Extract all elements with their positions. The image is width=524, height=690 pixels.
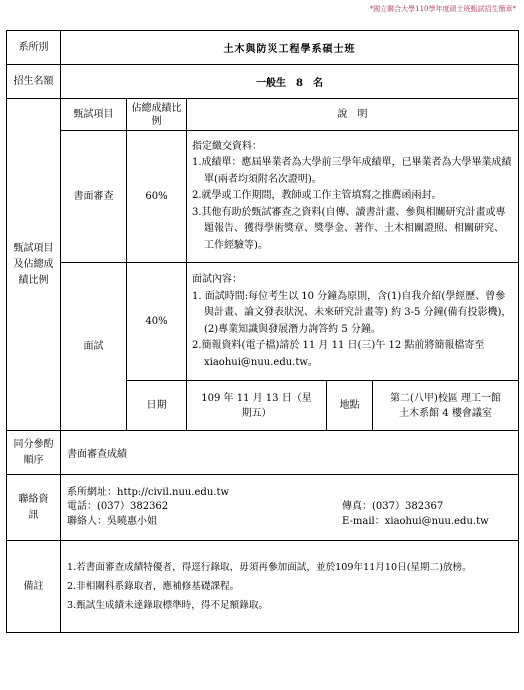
review-item: 2.就學或工作期間，教師或工作主管填寫之推薦函兩封。 — [192, 190, 442, 202]
col-item-header: 甄試項目 — [61, 99, 127, 131]
date-value: 109 年 11 月 13 日（星期五） — [187, 381, 327, 431]
review-lead: 指定繳交資料： — [192, 140, 262, 152]
dept-row — [7, 31, 519, 65]
interview-item: 2.簡報資料(電子檔)請於 11 月 11 日(三)午 12 點前將簡報檔寄至 xiaohui@nuu.edu.tw。 — [192, 340, 485, 368]
review-item: 3.其他有助於甄試審查之資料(自傳、讀書計畫、參與相關研究計畫或專題報告、獲得學術獎章、獎學金、著作、土木相關證照、相關研究、工作經驗等)。 — [192, 206, 506, 251]
interview-row — [7, 263, 519, 381]
tie-value: 書面審查成績 — [61, 431, 519, 475]
quota-row — [7, 65, 519, 99]
remark-item: 2.非相關科系錄取者，應補修基礎課程。 — [67, 580, 240, 592]
interview-item: 1. 面試時間:每位考生以 10 分鐘為原則，含(1)自我介紹(學經歷、曾參與計畫、論文發表狀況、未來研究計畫等) 約 3-5 分鐘(備有投影機)，(2)專業知識與發展潛力詢答約 5 分鐘。 — [192, 290, 512, 335]
review-item: 1.成績單：應屆畢業者為大學前三學年成績單，已畢業者為大學畢業成績單(兩者均須附名次證明)。 — [192, 157, 512, 185]
place-value: 第二(八甲)校區 理工一館 土木系館 4 樓會議室 — [373, 381, 519, 431]
remarks-block — [61, 541, 519, 633]
header-note: *國立聯合大學110學年度碩士班甄試招生簡章* — [369, 5, 516, 13]
interview-ratio: 40% — [127, 263, 187, 381]
contact-phone: 電話：(037）382362 — [67, 501, 169, 513]
review-desc — [187, 131, 519, 263]
quota-value: 一般生 8 名 — [61, 65, 519, 99]
dept-name: 土木與防災工程學系碩士班 — [61, 31, 519, 65]
contact-label: 聯絡資訊 — [7, 475, 61, 541]
review-row — [7, 131, 519, 263]
admission-table — [6, 30, 519, 633]
date-label: 日期 — [127, 381, 187, 431]
tie-label: 同分參酌順序 — [7, 431, 61, 475]
dept-label: 系所別 — [7, 31, 61, 65]
remarks-label: 備註 — [7, 541, 61, 633]
place-label: 地點 — [327, 381, 373, 431]
review-name: 書面審查 — [61, 131, 127, 263]
interview-desc — [187, 263, 519, 381]
remark-item: 1.若書面審查成績特優者，得逕行錄取，毋須再參加面試，並於109年11月10日(星期二)放榜。 — [67, 561, 472, 573]
contact-block — [61, 475, 519, 541]
exam-header-row — [7, 99, 519, 131]
interview-lead: 面試內容： — [192, 274, 242, 285]
exam-section-label: 甄試項目及佔總成績比例 — [7, 99, 61, 431]
remark-item: 3.甄試生成績未達錄取標準時，得不足額錄取。 — [67, 600, 269, 612]
contact-email: E-mail：xiaohui@nuu.edu.tw — [342, 515, 489, 527]
contact-row — [7, 475, 519, 541]
contact-fax: 傳真：(037）382367 — [342, 501, 444, 513]
contact-website: 系所網址：http://civil.nuu.edu.tw — [67, 486, 230, 498]
interview-name: 面試 — [61, 263, 127, 431]
contact-person: 聯絡人：吳曉惠小姐 — [67, 515, 157, 527]
quota-label: 招生名額 — [7, 65, 61, 99]
tie-row — [7, 431, 519, 475]
review-ratio: 60% — [127, 131, 187, 263]
col-ratio-header: 佔總成績比例 — [127, 99, 187, 131]
col-desc-header: 說 明 — [187, 99, 519, 131]
remarks-row — [7, 541, 519, 633]
